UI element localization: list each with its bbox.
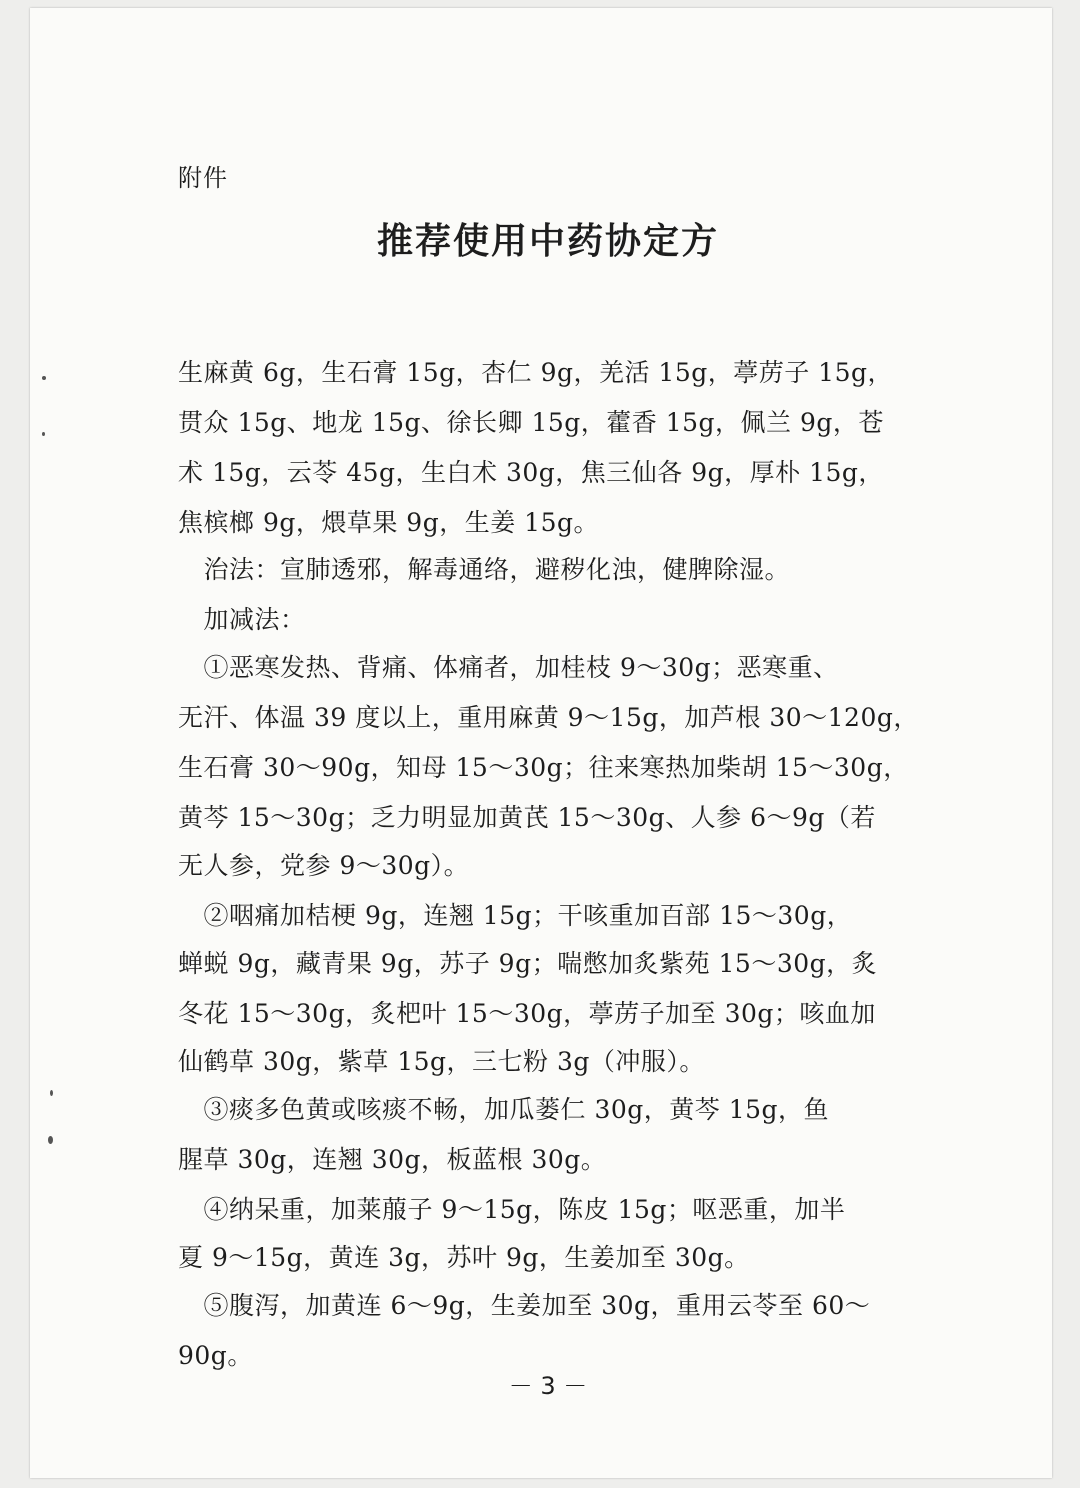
body-line: 无汗、体温 39 度以上，重用麻黄 9～15g，加芦根 30～120g， [178,703,919,732]
body-line: ③痰多色黄或咳痰不畅，加瓜蒌仁 30g，黄芩 15g，鱼 [178,1095,830,1124]
body-line: 加减法： [178,605,306,634]
body-line: 腥草 30g，连翘 30g，板蓝根 30g。 [178,1145,607,1174]
attachment-label: 附件 [178,164,228,192]
body-line: 治法：宣肺透邪，解毒通络，避秽化浊，健脾除湿。 [178,555,791,584]
body-line: 冬花 15～30g，炙杷叶 15～30g，葶苈子加至 30g；咳血加 [178,999,876,1028]
scan-speck [42,432,45,436]
scan-speck [42,376,46,380]
body-line: ④纳呆重，加莱菔子 9～15g，陈皮 15g；呕恶重，加半 [178,1195,846,1224]
scan-speck [48,1136,53,1144]
scan-speck [50,1090,53,1096]
body-line: 90g。 [178,1341,253,1370]
body-line: 术 15g，云苓 45g，生白术 30g，焦三仙各 9g，厚朴 15g， [178,458,884,487]
page-number: － 3 － [508,1372,588,1400]
body-line: 黄芩 15～30g；乏力明显加黄芪 15～30g、人参 6～9g（若 [178,803,876,832]
body-line: 夏 9～15g，黄连 3g，苏叶 9g，生姜加至 30g。 [178,1243,750,1272]
body-line: ①恶寒发热、背痛、体痛者，加桂枝 9～30g；恶寒重、 [178,653,839,682]
body-line: 无人参，党参 9～30g）。 [178,851,470,880]
body-line: ②咽痛加桔梗 9g，连翘 15g；干咳重加百部 15～30g， [178,901,853,930]
document-page [30,8,1052,1478]
body-line: 生麻黄 6g，生石膏 15g，杏仁 9g，羌活 15g，葶苈子 15g， [178,358,893,387]
body-line: 蝉蜕 9g，藏青果 9g，苏子 9g；喘憋加炙紫苑 15～30g，炙 [178,949,878,978]
body-line: 生石膏 30～90g，知母 15～30g；往来寒热加柴胡 15～30g， [178,753,909,782]
body-line: 仙鹤草 30g，紫草 15g，三七粉 3g（冲服）。 [178,1047,705,1076]
document-title: 推荐使用中药协定方 [376,221,719,262]
body-line: 贯众 15g、地龙 15g、徐长卿 15g，藿香 15g，佩兰 9g，苍 [178,408,884,437]
body-line: 焦槟榔 9g，煨草果 9g，生姜 15g。 [178,508,599,537]
body-line: ⑤腹泻，加黄连 6～9g，生姜加至 30g，重用云苓至 60～ [178,1291,871,1320]
